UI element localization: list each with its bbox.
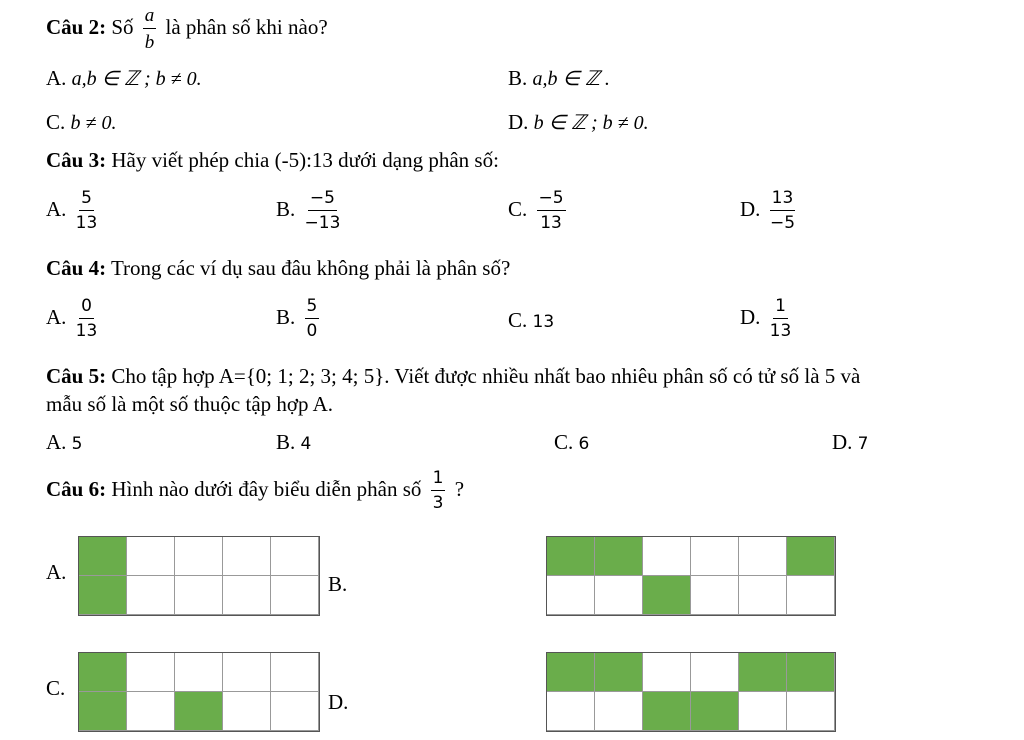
q6-option-a-letter: A.	[46, 560, 67, 584]
empty-cell	[739, 576, 787, 615]
fraction-denominator: 0	[306, 321, 318, 341]
q4-option-d	[740, 298, 795, 340]
option-letter: A.	[46, 430, 67, 454]
shaded-cell	[595, 537, 643, 576]
fraction-numerator: 1	[773, 298, 788, 319]
option-fraction	[305, 298, 320, 340]
question-4-label: Câu 4:	[46, 256, 107, 280]
question-6-text-pre: Hình nào dưới đây biểu diễn phân số	[111, 476, 422, 501]
q5-option-b	[276, 430, 311, 455]
shaded-cell	[79, 537, 127, 576]
empty-cell	[223, 537, 271, 576]
q4-option-a	[46, 298, 101, 340]
question-2-label: Câu 2:	[46, 14, 107, 39]
empty-cell	[691, 653, 739, 692]
option-fraction	[76, 190, 98, 232]
question-4-text: Trong các ví dụ sau đâu không phải là phân số?	[110, 256, 511, 280]
option-letter: A.	[46, 196, 67, 221]
q2-option-c	[46, 110, 117, 135]
fraction-numerator: 0	[79, 298, 94, 319]
figure-b	[546, 536, 836, 616]
empty-cell	[223, 576, 271, 615]
option-letter: A.	[46, 304, 67, 329]
question-5-text-line2: mẫu số là một số thuộc tập hợp A.	[46, 392, 333, 416]
shaded-cell	[79, 576, 127, 615]
fraction-numerator: 13	[770, 190, 796, 211]
empty-cell	[223, 653, 271, 692]
empty-cell	[547, 576, 595, 615]
empty-cell	[691, 537, 739, 576]
fraction-denominator: b	[144, 32, 155, 53]
shaded-cell	[547, 537, 595, 576]
empty-cell	[127, 692, 175, 731]
question-2-fraction	[143, 6, 157, 52]
fraction-denominator: 13	[540, 213, 562, 233]
fraction-denominator: 3	[432, 493, 444, 513]
option-letter: D.	[740, 304, 761, 329]
shaded-cell	[595, 653, 643, 692]
option-letter: B.	[276, 304, 296, 329]
fraction-denominator: 13	[75, 213, 98, 233]
empty-cell	[127, 576, 175, 615]
q4-option-b	[276, 298, 323, 340]
empty-cell	[739, 692, 787, 731]
shaded-cell	[547, 653, 595, 692]
option-letter: C.	[46, 110, 66, 134]
empty-cell	[175, 537, 223, 576]
option-value: 4	[300, 434, 312, 454]
q5-option-d	[832, 430, 869, 455]
question-2-text-post: là phân số khi nào?	[165, 14, 328, 39]
q4-option-c	[508, 308, 554, 333]
shaded-cell	[787, 653, 835, 692]
option-text: a,b ∈ ℤ ; b ≠ 0.	[71, 68, 202, 90]
empty-cell	[271, 692, 319, 731]
empty-cell	[547, 692, 595, 731]
option-letter: C.	[554, 430, 574, 454]
question-6-label: Câu 6:	[46, 476, 107, 501]
shaded-cell	[79, 692, 127, 731]
empty-cell	[787, 692, 835, 731]
option-value: 6	[578, 434, 590, 454]
fraction-numerator: −5	[308, 190, 337, 211]
q2-option-a	[46, 66, 202, 91]
empty-cell	[643, 537, 691, 576]
empty-cell	[691, 576, 739, 615]
fraction-denominator: −13	[304, 213, 341, 233]
question-3-text: Hãy viết phép chia (-5):13 dưới dạng phân số:	[111, 148, 499, 172]
q2-option-d	[508, 110, 649, 135]
figure-c	[78, 652, 320, 732]
shaded-cell	[787, 537, 835, 576]
option-value: 5	[71, 434, 83, 454]
q6-option-b-letter: B.	[328, 572, 348, 596]
empty-cell	[787, 576, 835, 615]
empty-cell	[739, 537, 787, 576]
empty-cell	[271, 537, 319, 576]
empty-cell	[643, 653, 691, 692]
question-4-prompt	[46, 256, 510, 281]
empty-cell	[271, 576, 319, 615]
question-5-label: Câu 5:	[46, 364, 107, 388]
fraction-numerator: a	[143, 6, 157, 29]
shaded-cell	[691, 692, 739, 731]
question-5-text-line1: Cho tập hợp A={0; 1; 2; 3; 4; 5}. Viết được nhiều nhất bao nhiêu phân số có tử số là 5 và	[111, 364, 861, 388]
empty-cell	[127, 653, 175, 692]
q3-option-c	[508, 190, 570, 232]
q5-option-c	[554, 430, 589, 455]
option-letter: A.	[46, 66, 67, 90]
question-5-prompt	[46, 364, 860, 389]
option-letter: C.	[508, 308, 528, 332]
empty-cell	[175, 576, 223, 615]
option-text: b ∈ ℤ ; b ≠ 0.	[533, 112, 649, 134]
option-letter: C.	[508, 196, 528, 221]
option-letter: B.	[276, 430, 296, 454]
figure-a	[78, 536, 320, 616]
shaded-cell	[643, 692, 691, 731]
option-fraction	[770, 298, 792, 340]
question-6-text-post: ?	[454, 476, 465, 501]
q6-option-d-letter: D.	[328, 690, 349, 714]
figure-d	[546, 652, 836, 732]
q2-option-b	[508, 66, 610, 91]
option-fraction	[770, 190, 796, 232]
fraction-numerator: 5	[79, 190, 94, 211]
question-2-text-pre: Số	[111, 14, 134, 39]
option-value: 13	[532, 312, 555, 332]
fraction-denominator: −5	[769, 213, 796, 233]
option-letter: D.	[508, 110, 529, 134]
q3-option-a	[46, 190, 101, 232]
shaded-cell	[739, 653, 787, 692]
option-letter: D.	[832, 430, 853, 454]
question-3-label: Câu 3:	[46, 148, 107, 172]
question-3-prompt	[46, 148, 499, 173]
shaded-cell	[175, 692, 223, 731]
q3-option-d	[740, 190, 799, 232]
option-letter: B.	[276, 196, 296, 221]
fraction-numerator: 5	[305, 298, 320, 319]
q5-option-a	[46, 430, 83, 455]
empty-cell	[175, 653, 223, 692]
empty-cell	[595, 692, 643, 731]
option-fraction	[537, 190, 566, 232]
empty-cell	[223, 692, 271, 731]
fraction-numerator: −5	[537, 190, 566, 211]
shaded-cell	[643, 576, 691, 615]
option-letter: D.	[740, 196, 761, 221]
question-2-prompt	[46, 6, 328, 52]
option-text: a,b ∈ ℤ .	[532, 68, 610, 90]
question-6-prompt	[46, 470, 464, 512]
option-text: b ≠ 0.	[70, 112, 117, 134]
fraction-numerator: 1	[431, 470, 446, 491]
shaded-cell	[79, 653, 127, 692]
option-fraction	[305, 190, 341, 232]
empty-cell	[127, 537, 175, 576]
question-6-fraction	[431, 470, 446, 512]
option-fraction	[76, 298, 98, 340]
option-value: 7	[857, 434, 869, 454]
fraction-denominator: 13	[769, 321, 792, 341]
empty-cell	[595, 576, 643, 615]
q3-option-b	[276, 190, 344, 232]
empty-cell	[271, 653, 319, 692]
q6-option-c-letter: C.	[46, 676, 66, 700]
fraction-denominator: 13	[75, 321, 98, 341]
option-letter: B.	[508, 66, 528, 90]
